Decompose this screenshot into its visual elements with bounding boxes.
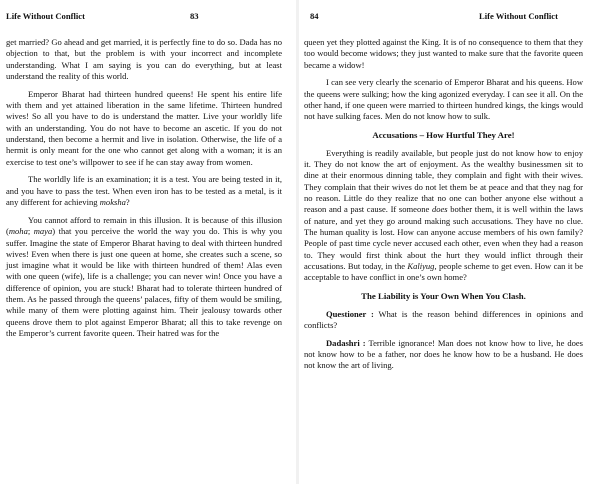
paragraph-r1: queen yet they plotted against the King. It is of no consequence to them that they too would become widows; they just wanted to make sure that the favorite queen became a widow!: [304, 37, 583, 70]
left-running-head: [0, 9, 295, 23]
paragraph-r5: Dadashri : Terrible ignorance! Man does not know how to live, he does not know how to be a father, nor does he know how to be a husband. He does not know the art of living.: [304, 337, 583, 371]
right-running-title: Life Without Conflict: [479, 11, 558, 21]
left-page-number: 83: [190, 11, 199, 21]
paragraph-gap: [304, 141, 583, 148]
paragraph-gap: [6, 208, 282, 215]
right-page: [300, 0, 599, 484]
paragraph-gap: [304, 331, 583, 338]
right-page-body: [304, 37, 583, 372]
right-page-number: 84: [310, 11, 319, 21]
italic-term: maya: [33, 226, 53, 237]
paragraph-gap: [6, 82, 282, 89]
left-page-body: [6, 37, 282, 339]
book-gutter: [296, 0, 299, 484]
italic-term: does: [431, 204, 448, 215]
paragraph-gap: [6, 168, 282, 175]
italic-term: moksha: [99, 197, 126, 208]
paragraph-gap: [304, 71, 583, 78]
section-heading-rh1: Accusations – How Hurtful They Are!: [372, 130, 515, 141]
italic-term: moha: [8, 226, 28, 237]
paragraph-gap: [304, 123, 583, 130]
italic-term: Kaliyug: [407, 260, 435, 271]
paragraph-l1: get married? Go ahead and get married, it is perfectly fine to do so. Dada has no objection to that, but the problem is with your incorrect and incomplete understanding. What I am saying is you can do everything, but at least understand the reality of this world.: [6, 37, 282, 81]
paragraph-l4: You cannot afford to remain in this illusion. It is because of this illusion (moha; maya) that you perceive the world the way you do. This is why you suffer. Imagine the state of Emperor Bharat having to deal with thirteen hundred wives! Even when there is just one queen at home, she creates such a scene, so just imagine what it would be like with thirteen hundred of them! Alas even with one queen (wife), life is a challenge; you can never win! Once you have a difference of opinion, you are stuck! Bharat had to tolerate thirteen hundred of them. As he passed through the queens’ palaces, fifty of them would be smiling, while many of them were plotting against him. Their jealousy towards other queens drove them to plot against Emperor Bharat; all this to take revenge on the Emperor’s current favorite queen. Their hatred was for the: [6, 214, 282, 338]
paragraph-l3: The worldly life is an examination; it is a test. You are being tested in it, and you have to pass the test. When even iron has to be tested as a metal, is it any different for achieving moksha?: [6, 174, 282, 208]
section-heading-rh2: The Liability is Your Own When You Clash.: [361, 291, 526, 302]
paragraph-r4: Questioner : What is the reason behind differences in opinions and conflicts?: [304, 308, 583, 330]
speaker-label: Questioner :: [326, 308, 379, 319]
speaker-label: Dadashri :: [326, 337, 369, 348]
left-page: [0, 0, 295, 484]
paragraph-r2: I can see very clearly the scenario of Emperor Bharat and his queens. How the queens were sulking; how the king agonized everyday. I can see it all. On the other hand, if one queen were married to thirteen hundred kings, the kings would not have sulking faces. Men do not know how to sulk.: [304, 77, 583, 122]
paragraph-l2: Emperor Bharat had thirteen hundred queens! He spent his entire life with them and yet attained liberation in the same lifetime. Thirteen hundred wives! So all you have to do is understand the matter. Live your worldly life with an understanding. You do not have to become an ascetic. If you do not understand, then become a hermit and live in isolation. Otherwise, the life of a hermit is only meant for the one who cannot get along with a woman; it is an exercise to test one’s willpower to see if he can stay away from women.: [6, 88, 282, 167]
left-running-title: Life Without Conflict: [6, 11, 85, 21]
paragraph-gap: [304, 283, 583, 290]
paragraph-gap: [304, 302, 583, 309]
right-running-head: [300, 9, 599, 23]
paragraph-r3: Everything is readily available, but people just do not know how to enjoy it. They do not know the art of enjoyment. As the wealthy businessmen sit to dine at their enormous dinning table, they complain and fight with their wives. They complain that their wives do not let them be at peace and that they nag for no reason. Little do they realize that no one can bother anyone else without a reason and a past cause. If someone does bother them, it is well within the laws of nature, and yet they go around making such accusations. They have no clue. The human quality is lost. How can anyone accuse members of his own family? People of past time cycle never accused each other, even when they had a reason to. They would first think about the hurt they would inflict through their accusations. But today, in the Kaliyug, people scheme to get even. How can it be acceptable to have conflict in one’s own home?: [304, 147, 583, 283]
